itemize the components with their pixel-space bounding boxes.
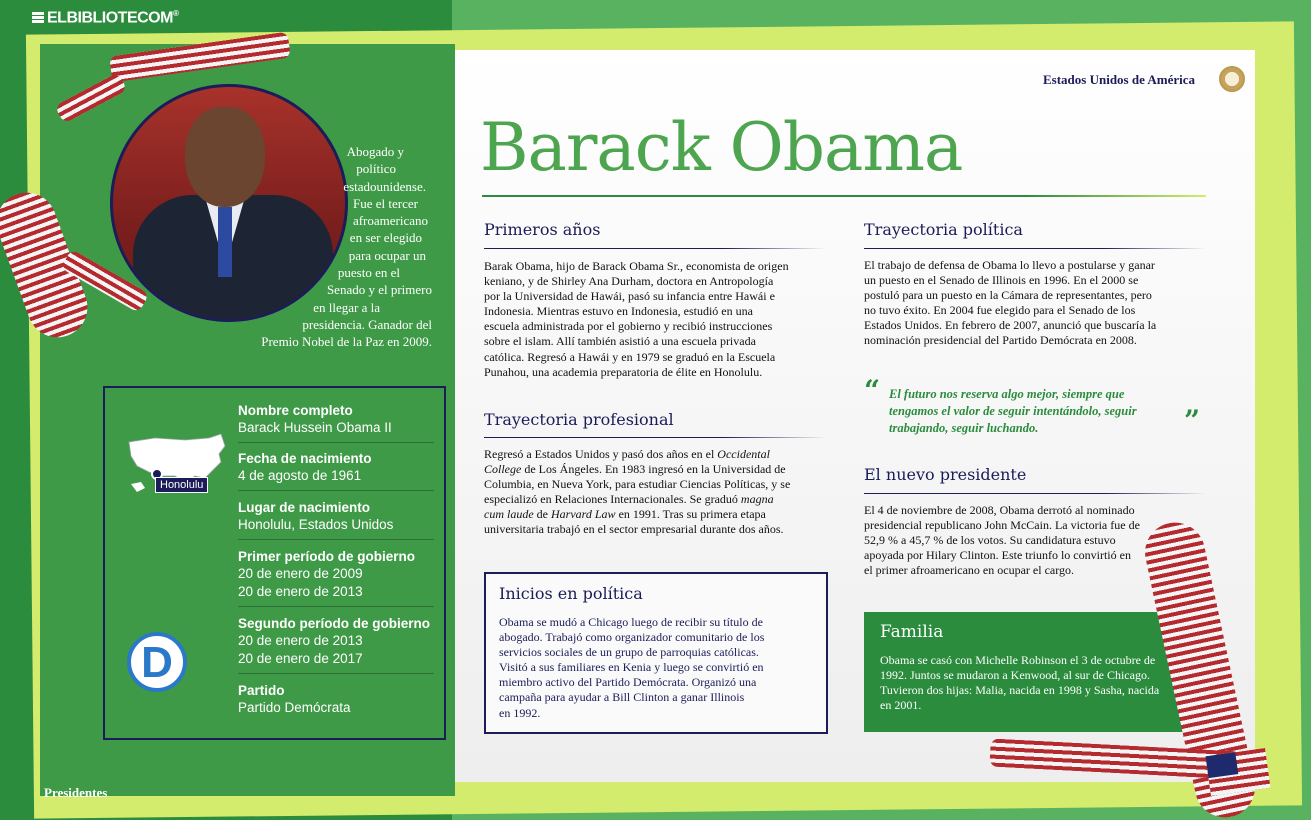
text-inicios-politica: Obama se mudó a Chicago luego de recibir su título de abogado. Trabajó como organizador comunitario de los servicios sociales de un grupo de parroquias católicas. Visitó a sus familiares en Kenia y luego se convirtió en miembro activo del Partido Demócrata. Organizó una campaña para ayudar a Bill Clinton a ganar Illinois en 1992.: [499, 615, 765, 720]
site-logo[interactable]: ELBIBLIOTECOM®: [32, 9, 178, 27]
heading-familia: Familia: [880, 622, 944, 642]
intro-text: Abogado y político estadounidense. Fue el tercer afroamericano en ser elegido para ocupar un puesto en el Senado y el primero en llegar a la presidencia. Ganador del Premio Nobel de la Paz en 2009.: [261, 144, 432, 350]
fact-birth-date: Fecha de nacimiento 4 de agosto de 1961: [238, 450, 434, 485]
heading-inicios-politica: Inicios en política: [499, 584, 643, 603]
quote-close-icon: ”: [1184, 404, 1201, 437]
heading-trayectoria-politica: Trayectoria política: [864, 220, 1023, 239]
map-pin-label: Honolulu: [155, 477, 208, 493]
fact-birth-place: Lugar de nacimiento Honolulu, Estados Unidos: [238, 499, 434, 534]
familia-box: [864, 612, 1206, 732]
democrat-logo-icon: D: [127, 632, 187, 692]
fact-full-name: Nombre completo Barack Hussein Obama II: [238, 402, 434, 437]
heading-primeros-anos: Primeros años: [484, 220, 601, 239]
us-seal-icon: [1219, 66, 1245, 92]
inicios-box: [484, 572, 828, 734]
footer-section-label[interactable]: Presidentes: [44, 785, 108, 800]
fact-first-term: Primer período de gobierno 20 de enero de 2009 20 de enero de 2013: [238, 548, 434, 601]
quote-open-icon: “: [864, 374, 881, 407]
text-nuevo-presidente: El 4 de noviembre de 2008, Obama derrotó al nominado presidencial republicano John McCain. La victoria fue de 52,9 % a 45,7 % de los votos. Su candidatura estuvo apoyada por Hilary Clinton. Este triunfo lo convirtió en el primer afroamericano en ocupar el cargo.: [864, 503, 1140, 578]
page-title: Barack Obama: [480, 109, 963, 186]
heading-trayectoria-profesional: Trayectoria profesional: [484, 410, 674, 429]
quote-block: [864, 374, 1210, 440]
quote-text: El futuro nos reserva algo mejor, siempre que tengamos el valor de seguir intentándolo, seguir trabajando, seguir luchando.: [889, 387, 1137, 435]
title-divider: [482, 195, 1206, 197]
text-primeros-anos: Barak Obama, hijo de Barack Obama Sr., economista de origen keniano, y de Shirley Ana Durham, doctora en Antropología por la Universidad de Hawái, pasó su infancia entre Hawái e Indonesia. Mientras estuvo en Indonesia, estudió en una escuela administrada por el gobierno y recibió instrucciones sobre el islam. Allí también asistió a una escuela privada católica. Regresó a Hawái y en 1979 se graduó en la Escuela Punahou, una academia preparatoria de élite en Honolulu.: [484, 259, 789, 379]
country-label: Estados Unidos de América: [1043, 72, 1196, 87]
text-trayectoria-profesional: Regresó a Estados Unidos y pasó dos años en el Occidental College de Los Ángeles. En 1983 ingresó en la Universidad de Columbia, en Nueva York, para estudiar Ciencias Políticas, y se especializó en Relaciones Internacionales. Se graduó magna cum laude de Harvard Law en 1991. Tras su primera etapa universitaria trabajó en el sector empresarial durante dos años.: [484, 447, 791, 537]
us-flag-icon: [1206, 748, 1271, 796]
logo-mark-icon: [32, 12, 44, 23]
text-trayectoria-politica: El trabajo de defensa de Obama lo llevo a postularse y ganar un puesto en el Senado de Illinois en 1996. En el 2000 se postuló para un puesto en la Cámara de representantes, pero no tuvo éxito. En 2004 fue elegido para el Senado de los Estados Unidos. En febrero de 2007, anunció que buscaría la nominación presidencial del Partido Demócrata en 2008.: [864, 258, 1157, 348]
fact-second-term: Segundo período de gobierno 20 de enero de 2013 20 de enero de 2017: [238, 615, 434, 668]
heading-nuevo-presidente: El nuevo presidente: [864, 465, 1027, 484]
facts-box: [103, 386, 446, 740]
text-familia: Obama se casó con Michelle Robinson el 3 de octubre de 1992. Juntos se mudaron a Kenwood, al sur de Chicago. Tuvieron dos hijas: Malia, nacida en 1998 y Sasha, nacida en 2001.: [880, 653, 1160, 713]
fact-party: Partido Partido Demócrata: [238, 683, 351, 715]
